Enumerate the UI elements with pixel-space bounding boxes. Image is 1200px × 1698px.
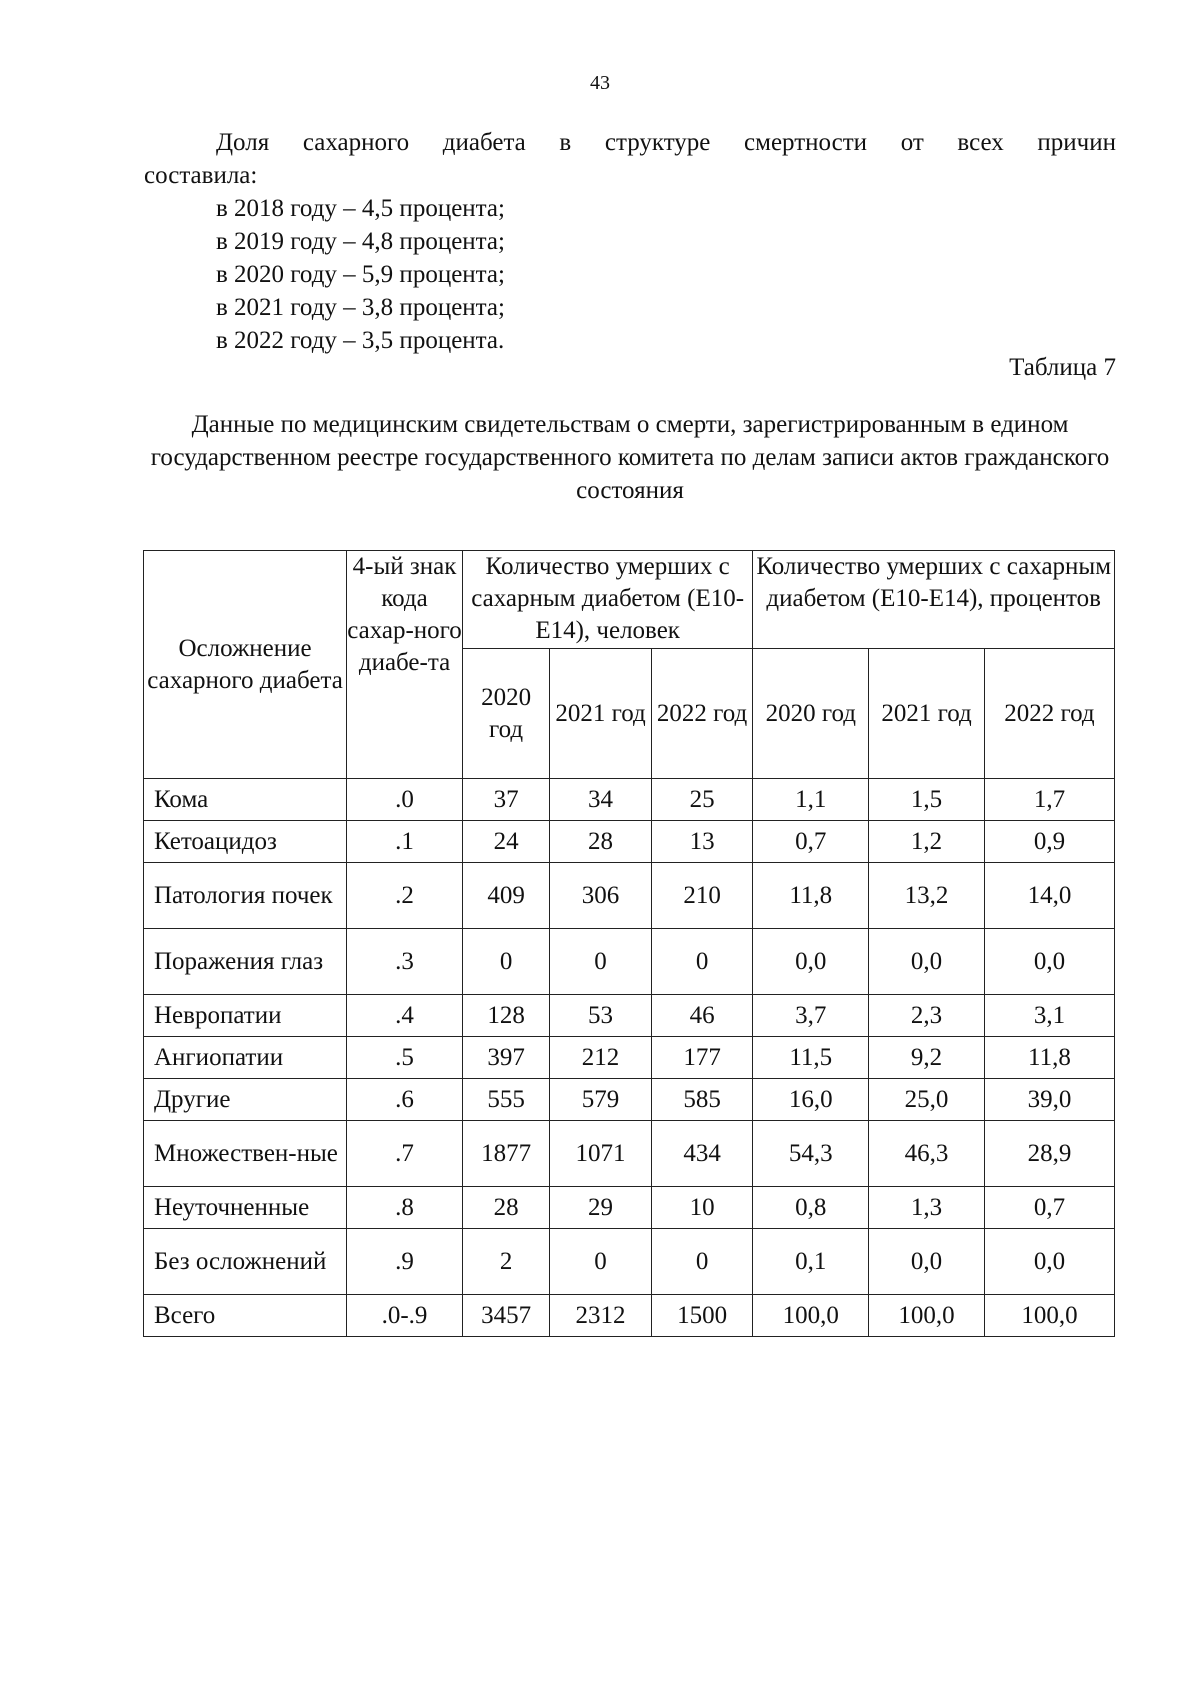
- row-count-2021: 579: [550, 1079, 652, 1121]
- row-percent-2022: 28,9: [984, 1121, 1114, 1187]
- row-percent-2020: 1,1: [753, 779, 869, 821]
- table-row: [144, 995, 1115, 1037]
- row-code: .2: [347, 863, 463, 929]
- row-count-2021: 0: [550, 1229, 652, 1295]
- row-name: Кетоацидоз: [144, 821, 347, 863]
- year-share-list: [216, 192, 505, 357]
- table-label: Таблица 7: [1009, 354, 1116, 381]
- row-percent-2020: 100,0: [753, 1295, 869, 1337]
- row-count-2021: 53: [550, 995, 652, 1037]
- row-name: Невропатии: [144, 995, 347, 1037]
- row-percent-2022: 14,0: [984, 863, 1114, 929]
- row-count-2022: 46: [651, 995, 753, 1037]
- header-count-group: Количество умерших с сахарным диабетом (Е10-Е14), человек: [462, 551, 752, 649]
- row-count-2021: 28: [550, 821, 652, 863]
- row-percent-2020: 0,1: [753, 1229, 869, 1295]
- row-count-2021: 0: [550, 929, 652, 995]
- row-count-2020: 24: [462, 821, 549, 863]
- row-count-2020: 128: [462, 995, 549, 1037]
- year-share-item: в 2018 году – 4,5 процента;: [216, 195, 505, 222]
- diabetes-mortality-table: [143, 550, 1115, 1337]
- row-name: Другие: [144, 1079, 347, 1121]
- row-code: .4: [347, 995, 463, 1037]
- row-count-2020: 2: [462, 1229, 549, 1295]
- header-complication: Осложнение сахарного диабета: [144, 551, 347, 779]
- row-percent-2022: 0,9: [984, 821, 1114, 863]
- row-count-2022: 0: [651, 929, 753, 995]
- row-count-2022: 10: [651, 1187, 753, 1229]
- year-share-item: в 2021 году – 3,8 процента;: [216, 294, 505, 321]
- table-row: [144, 1037, 1115, 1079]
- row-name: Всего: [144, 1295, 347, 1337]
- year-share-item: в 2020 году – 5,9 процента;: [216, 261, 505, 288]
- row-percent-2020: 3,7: [753, 995, 869, 1037]
- row-percent-2020: 54,3: [753, 1121, 869, 1187]
- row-percent-2021: 9,2: [869, 1037, 985, 1079]
- row-percent-2021: 46,3: [869, 1121, 985, 1187]
- row-code: .5: [347, 1037, 463, 1079]
- header-count-year: 2021 год: [550, 649, 652, 779]
- header-percent-year: 2022 год: [984, 649, 1114, 779]
- row-percent-2020: 16,0: [753, 1079, 869, 1121]
- table-row: [144, 1187, 1115, 1229]
- row-count-2022: 0: [651, 1229, 753, 1295]
- row-percent-2021: 25,0: [869, 1079, 985, 1121]
- row-percent-2020: 11,8: [753, 863, 869, 929]
- row-percent-2020: 11,5: [753, 1037, 869, 1079]
- row-count-2022: 25: [651, 779, 753, 821]
- header-count-year: 2022 год: [651, 649, 753, 779]
- row-percent-2022: 100,0: [984, 1295, 1114, 1337]
- table-row: [144, 929, 1115, 995]
- row-percent-2021: 100,0: [869, 1295, 985, 1337]
- row-count-2021: 1071: [550, 1121, 652, 1187]
- row-percent-2022: 1,7: [984, 779, 1114, 821]
- row-percent-2021: 1,5: [869, 779, 985, 821]
- row-percent-2021: 13,2: [869, 863, 985, 929]
- row-percent-2021: 1,2: [869, 821, 985, 863]
- row-code: .0-.9: [347, 1295, 463, 1337]
- row-code: .7: [347, 1121, 463, 1187]
- row-count-2021: 2312: [550, 1295, 652, 1337]
- row-percent-2022: 0,0: [984, 1229, 1114, 1295]
- table-row: [144, 863, 1115, 929]
- row-percent-2021: 0,0: [869, 1229, 985, 1295]
- row-percent-2020: 0,0: [753, 929, 869, 995]
- row-count-2021: 212: [550, 1037, 652, 1079]
- row-code: .0: [347, 779, 463, 821]
- row-name: Поражения глаз: [144, 929, 347, 995]
- row-count-2020: 409: [462, 863, 549, 929]
- row-name: Кома: [144, 779, 347, 821]
- row-name: Ангиопатии: [144, 1037, 347, 1079]
- table-row: [144, 1229, 1115, 1295]
- row-count-2022: 1500: [651, 1295, 753, 1337]
- row-code: .1: [347, 821, 463, 863]
- row-count-2020: 37: [462, 779, 549, 821]
- row-percent-2022: 3,1: [984, 995, 1114, 1037]
- row-percent-2022: 39,0: [984, 1079, 1114, 1121]
- row-code: .3: [347, 929, 463, 995]
- table-row: [144, 1121, 1115, 1187]
- row-name: Без осложнений: [144, 1229, 347, 1295]
- header-code: 4-ый знак кода сахар-ного диабе-та: [347, 551, 463, 779]
- row-code: .9: [347, 1229, 463, 1295]
- row-name: Неуточненные: [144, 1187, 347, 1229]
- table-row: [144, 821, 1115, 863]
- table-row: [144, 1079, 1115, 1121]
- row-count-2022: 434: [651, 1121, 753, 1187]
- row-percent-2020: 0,8: [753, 1187, 869, 1229]
- intro-paragraph-line2: составила:: [144, 162, 258, 189]
- row-count-2022: 210: [651, 863, 753, 929]
- page-number: 43: [590, 72, 610, 94]
- row-count-2020: 397: [462, 1037, 549, 1079]
- header-count-year: 2020 год: [462, 649, 549, 779]
- table-row-total: [144, 1295, 1115, 1337]
- row-count-2022: 13: [651, 821, 753, 863]
- row-count-2021: 306: [550, 863, 652, 929]
- row-percent-2022: 11,8: [984, 1037, 1114, 1079]
- header-percent-year: 2020 год: [753, 649, 869, 779]
- row-count-2021: 29: [550, 1187, 652, 1229]
- year-share-item: в 2022 году – 3,5 процента.: [216, 327, 505, 354]
- row-code: .6: [347, 1079, 463, 1121]
- row-count-2020: 28: [462, 1187, 549, 1229]
- row-count-2021: 34: [550, 779, 652, 821]
- row-percent-2022: 0,7: [984, 1187, 1114, 1229]
- row-percent-2020: 0,7: [753, 821, 869, 863]
- row-code: .8: [347, 1187, 463, 1229]
- year-share-item: в 2019 году – 4,8 процента;: [216, 228, 505, 255]
- row-name: Множествен-ные: [144, 1121, 347, 1187]
- row-percent-2021: 0,0: [869, 929, 985, 995]
- row-count-2020: 0: [462, 929, 549, 995]
- intro-paragraph-line1: Доля сахарного диабета в структуре смертности от всех причин: [216, 129, 1116, 156]
- table-row: [144, 779, 1115, 821]
- row-count-2022: 177: [651, 1037, 753, 1079]
- row-name: Патология почек: [144, 863, 347, 929]
- table-caption: Данные по медицинским свидетельствам о смерти, зарегистрированным в едином государственном реестре государственного комитета по делам записи актов гражданского состояния: [150, 411, 1110, 504]
- header-percent-year: 2021 год: [869, 649, 985, 779]
- row-count-2020: 1877: [462, 1121, 549, 1187]
- row-count-2020: 555: [462, 1079, 549, 1121]
- row-count-2022: 585: [651, 1079, 753, 1121]
- row-percent-2021: 2,3: [869, 995, 985, 1037]
- header-percent-group: Количество умерших с сахарным диабетом (Е10-Е14), процентов: [753, 551, 1115, 649]
- row-percent-2021: 1,3: [869, 1187, 985, 1229]
- row-percent-2022: 0,0: [984, 929, 1114, 995]
- row-count-2020: 3457: [462, 1295, 549, 1337]
